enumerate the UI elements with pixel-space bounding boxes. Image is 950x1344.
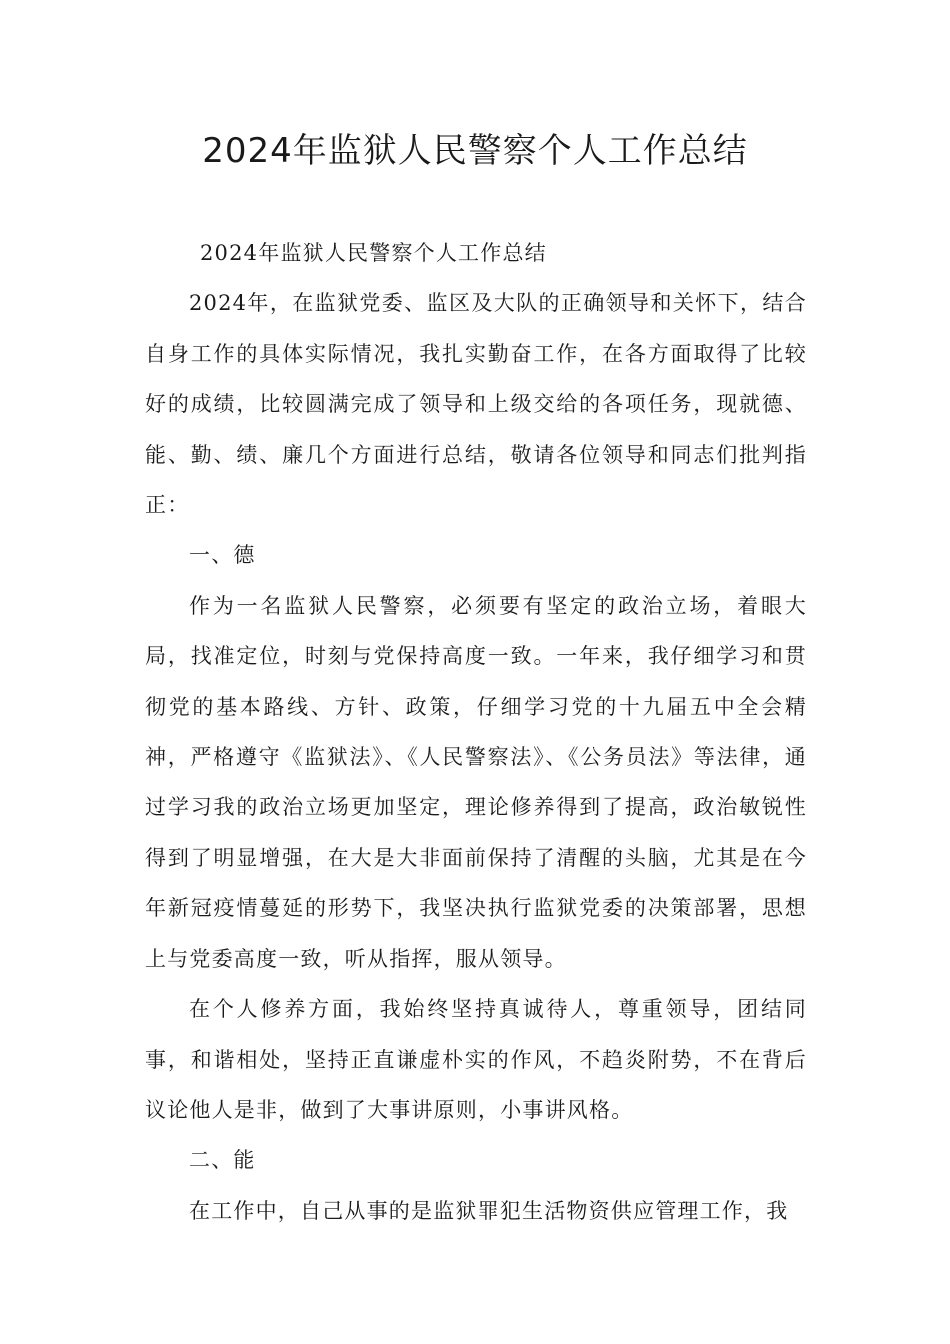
document-title: 2024年监狱人民警察个人工作总结	[202, 131, 748, 171]
de-paragraph-2: 在个人修养方面，我始终坚持真诚待人，尊重领导，团结同事，和谐相处，坚持正直谦虚朴实的作风，不趋炎附势，不在背后议论他人是非，做到了大事讲原则，小事讲风格。	[145, 997, 807, 1122]
neng-paragraph-1: 在工作中，自己从事的是监狱罪犯生活物资供应管理工作，我	[189, 1198, 789, 1223]
intro-paragraph: 2024年，在监狱党委、监区及大队的正确领导和关怀下，结合自身工作的具体实际情况，我扎实勤奋工作，在各方面取得了比较好的成绩，比较圆满完成了领导和上级交给的各项任务，现就德、能、勤、绩、廉几个方面进行总结，敬请各位领导和同志们批判指正：	[145, 291, 807, 518]
section-heading-de: 一、德	[189, 543, 256, 568]
section-heading-neng: 二、能	[189, 1148, 256, 1173]
document-body	[145, 228, 807, 1236]
document-subtitle: 2024年监狱人民警察个人工作总结	[200, 241, 547, 265]
de-paragraph-1: 作为一名监狱人民警察，必须要有坚定的政治立场，着眼大局，找准定位，时刻与党保持高度一致。一年来，我仔细学习和贯彻党的基本路线、方针、政策，仔细学习党的十九届五中全会精神，严格遵守《监狱法》、《人民警察法》、《公务员法》等法律，通过学习我的政治立场更加坚定，理论修养得到了提高，政治敏锐性得到了明显增强，在大是大非面前保持了清醒的头脑，尤其是在今年新冠疫情蔓延的形势下，我坚决执行监狱党委的决策部署，思想上与党委高度一致，听从指挥，服从领导。	[145, 593, 807, 971]
